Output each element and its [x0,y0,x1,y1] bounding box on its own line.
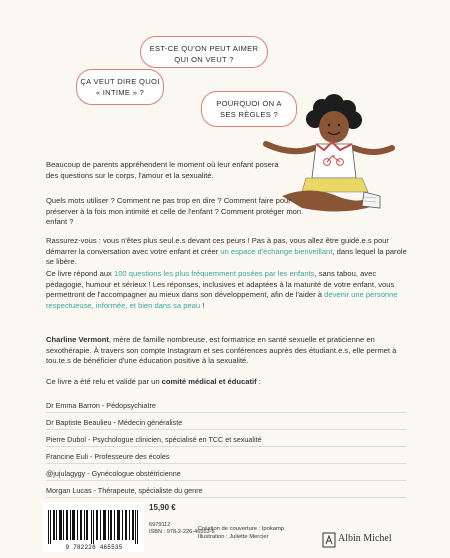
text-run: Ce livre a été relu et validé par un [46,377,162,386]
credits [198,525,284,541]
committee-intro [46,377,414,388]
text-run: , dans lequel la parole se libère. [46,246,407,267]
barcode [42,502,144,552]
bubble-line: POURQUOI ON A [216,99,282,108]
text-run: : [256,377,261,386]
committee-member: Dr Baptiste Beaulieu - Médecin généraliste [46,413,406,430]
product-code: 6979112 [149,522,171,528]
speech-bubble-aimer [140,36,268,68]
text-run: , sans tabou, avec pédagogie, humour et sérieux ! Les réponses, inclusives et adaptées à la maturité de votre enfant, vous permettront de l'accompagner au mieux dans son développement, afin de l'aider à [46,269,395,300]
highlight-text: 100 questions les plus fréquemment posées par les enfants [113,269,315,278]
bubble-line: QUI ON VEUT ? [174,54,234,64]
text-run: Rassurez-vous : vous n'êtes plus seul.e.s devant ces peurs ! Pas à pas, vous allez être guidé.e.s pour démarrer la conversation avec votre enfant et créer [46,236,389,256]
illustration-credit: Illustration : Juliette Mercier [198,534,269,540]
committee-member: Francine Euli - Professeure des écoles [46,447,406,464]
committee-list [46,396,406,498]
intro-paragraph: Beaucoup de parents appréhendent le moment où leur enfant posera des questions sur le corps, l'amour et la sexualité. [46,160,279,180]
highlight-text: un espace d'échange bienveillant [220,246,333,256]
publisher-logo [322,532,396,548]
text-run: , mère de famille nombreuse, est formatrice en santé sexuelle et praticienne en sexothérapie. À travers son compte Instagram et ses conférences auprès des étudiant.e.s, elle permet à tou.te.s de bénéficier d'une éducation positive à la sexualité. [46,335,397,366]
speech-bubble-intime [76,69,164,105]
text-run: ! [200,300,205,310]
committee-member: Dr Emma Barron - Pédopsychiatre [46,396,406,413]
isbn: ISBN : 978-2-226-46553-5 [149,529,215,536]
bubble-line: ÇA VEUT DIRE QUOI [80,77,160,86]
bubble-line: EST-CE QU'ON PEUT AIMER [149,43,259,53]
questions-paragraph: Quels mots utiliser ? Comment ne pas trop en dire ? Comment faire pour préserver à la fois mon intimité et celle de l'enfant ? Comment protéger mon enfant ? [46,196,302,227]
cover-credit: Création de couverture : Ipokamp [198,526,285,532]
committee-title: comité médical et éducatif [161,377,257,386]
committee-member: @jujulagygy - Gynécologue obstétricienne [46,464,406,481]
author-name: Charline Vermont [46,335,109,344]
reassure-paragraph [46,236,414,268]
book-description-paragraph [46,269,414,311]
text-run: Ce livre répond aux [46,269,114,278]
committee-member: Morgan Lucas - Thérapeute, spécialiste du genre [46,481,406,498]
barcode-digits: 9 782226 465535 [65,544,123,551]
bubble-line: SES RÈGLES ? [219,110,279,119]
committee-member: Pierre Dubol - Psychologue clinicien, spécialisé en TCC et sexualité [46,430,406,447]
publisher-emblem-icon [322,532,336,548]
author-bio-paragraph [46,335,414,367]
bubble-line: « INTIME » ? [95,88,145,97]
highlight-text: devenir une personne respectueuse, informée, et bien dans sa peau [46,290,398,310]
barcode-icon [48,510,138,544]
publisher-name: Albin Michel [338,533,392,544]
price: 15,90 € [149,503,176,512]
